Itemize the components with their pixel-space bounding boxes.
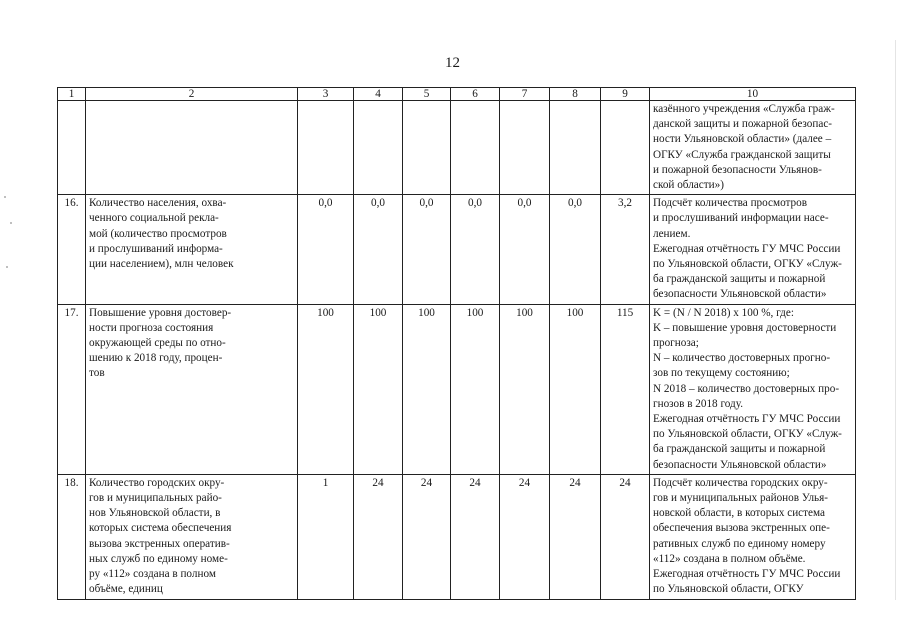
scan-edge-line <box>895 40 896 600</box>
text-line: зов по текущему состоянию; <box>653 367 790 380</box>
note-cell <box>650 101 856 195</box>
header-cell-7: 7 <box>500 88 550 101</box>
text-line: новской области, в которых система <box>653 507 825 520</box>
text-line: Количество городских окру- <box>89 476 225 489</box>
value-cell: 24 <box>354 474 403 599</box>
text-line: и прослушиваний информа- <box>89 242 223 255</box>
indicator-name <box>86 304 298 474</box>
text-line: ОГКУ «Служба гражданской защиты <box>653 148 831 161</box>
empty-cell <box>451 101 500 195</box>
text-line: ченного социальной рекла- <box>89 212 219 225</box>
scan-speck <box>4 196 6 198</box>
text-line: тов <box>89 367 105 380</box>
empty-cell <box>403 101 451 195</box>
value-cell: 115 <box>601 304 650 474</box>
text-line: безопасности Ульяновской области» <box>653 458 827 471</box>
table-row <box>58 304 856 474</box>
empty-cell <box>601 101 650 195</box>
page-number: 12 <box>445 55 460 71</box>
text-line: ных служб по единому номе- <box>89 552 228 565</box>
text-line: гнозов в 2018 году. <box>653 397 743 410</box>
empty-cell <box>550 101 601 195</box>
header-cell-5: 5 <box>403 88 451 101</box>
value-cell: 24 <box>550 474 601 599</box>
header-cell-8: 8 <box>550 88 601 101</box>
text-line: ности прогноза состояния <box>89 321 214 334</box>
indicator-name <box>86 195 298 304</box>
text-line: казённого учреждения «Служба граж- <box>653 103 835 115</box>
value-cell: 24 <box>403 474 451 599</box>
table-header-row <box>58 88 856 101</box>
text-line: по Ульяновской области, ОГКУ «Служ- <box>653 258 842 271</box>
text-line: N – количество достоверных прогно- <box>653 352 831 365</box>
text-line: которых система обеспечения <box>89 522 232 535</box>
row-number: 17. <box>58 304 86 474</box>
empty-cell <box>58 101 86 195</box>
text-line: «112» создана в полном объёме. <box>653 552 806 565</box>
text-line: безопасности Ульяновской области» <box>653 288 827 301</box>
text-line: N 2018 – количество достоверных про- <box>653 382 840 395</box>
empty-cell <box>354 101 403 195</box>
empty-cell <box>298 101 354 195</box>
text-line: Количество населения, охва- <box>89 197 227 210</box>
text-line: окружающей среды по отно- <box>89 337 226 350</box>
indicator-table <box>57 87 856 600</box>
text-line: объёме, единиц <box>89 583 163 596</box>
text-line: нов Ульяновской области, в <box>89 507 221 520</box>
header-cell-4: 4 <box>354 88 403 101</box>
value-cell: 1 <box>298 474 354 599</box>
text-line: по Ульяновской области, ОГКУ «Служ- <box>653 428 842 441</box>
scan-speck <box>10 222 12 224</box>
note-cell <box>650 304 856 474</box>
value-cell: 24 <box>601 474 650 599</box>
value-cell: 0,0 <box>500 195 550 304</box>
text-line: ративных служб по единому номеру <box>653 537 826 550</box>
text-line: Подсчёт количества городских окру- <box>653 476 828 489</box>
value-cell: 0,0 <box>354 195 403 304</box>
text-line: обеспечения вызова экстренных опе- <box>653 522 830 535</box>
text-line: данской защиты и пожарной безопас- <box>653 118 833 131</box>
header-cell-2: 2 <box>86 88 298 101</box>
header-cell-6: 6 <box>451 88 500 101</box>
header-cell-1: 1 <box>58 88 86 101</box>
text-line: гов и муниципальных райо- <box>89 492 222 505</box>
text-line: гов и муниципальных районов Улья- <box>653 492 829 505</box>
text-line: ности Ульяновской области» (далее – <box>653 133 832 146</box>
row-number: 18. <box>58 474 86 599</box>
text-line: K = (N / N 2018) x 100 %, где: <box>653 306 794 319</box>
text-line: ба гражданской защиты и пожарной <box>653 443 826 456</box>
value-cell: 3,2 <box>601 195 650 304</box>
header-cell-10: 10 <box>650 88 856 101</box>
text-line: ба гражданской защиты и пожарной <box>653 273 826 286</box>
text-line: Повышение уровня достовер- <box>89 306 232 319</box>
text-line: вызова экстренных оператив- <box>89 537 230 550</box>
text-line: и прослушиваний информации насе- <box>653 212 829 225</box>
header-cell-3: 3 <box>298 88 354 101</box>
text-line: ской области») <box>653 179 724 192</box>
value-cell: 24 <box>500 474 550 599</box>
value-cell: 100 <box>403 304 451 474</box>
text-line: Ежегодная отчётность ГУ МЧС России <box>653 242 841 255</box>
text-line: прогноза; <box>653 337 699 350</box>
text-line: Подсчёт количества просмотров <box>653 197 808 210</box>
text-line: шению к 2018 году, процен- <box>89 352 223 365</box>
value-cell: 0,0 <box>298 195 354 304</box>
value-cell: 100 <box>451 304 500 474</box>
table-row <box>58 474 856 599</box>
text-line: K – повышение уровня достоверности <box>653 321 837 334</box>
indicator-name <box>86 474 298 599</box>
row-number: 16. <box>58 195 86 304</box>
value-cell: 0,0 <box>403 195 451 304</box>
value-cell: 100 <box>500 304 550 474</box>
value-cell: 0,0 <box>550 195 601 304</box>
value-cell: 24 <box>451 474 500 599</box>
value-cell: 100 <box>298 304 354 474</box>
empty-cell <box>500 101 550 195</box>
text-line: и пожарной безопасности Ульянов- <box>653 163 822 176</box>
table-row <box>58 195 856 304</box>
value-cell: 100 <box>550 304 601 474</box>
text-line: мой (количество просмотров <box>89 227 227 240</box>
note-cell <box>650 474 856 599</box>
text-line: Ежегодная отчётность ГУ МЧС России <box>653 568 841 581</box>
value-cell: 100 <box>354 304 403 474</box>
empty-cell <box>86 101 298 195</box>
value-cell: 0,0 <box>451 195 500 304</box>
scan-speck <box>6 266 8 268</box>
continuation-row <box>58 101 856 195</box>
header-cell-9: 9 <box>601 88 650 101</box>
text-line: ции населением), млн человек <box>89 258 234 271</box>
text-line: по Ульяновской области, ОГКУ <box>653 583 804 596</box>
text-line: Ежегодная отчётность ГУ МЧС России <box>653 413 841 426</box>
text-line: лением. <box>653 227 691 240</box>
note-cell <box>650 195 856 304</box>
text-line: ру «112» создана в полном <box>89 568 216 581</box>
